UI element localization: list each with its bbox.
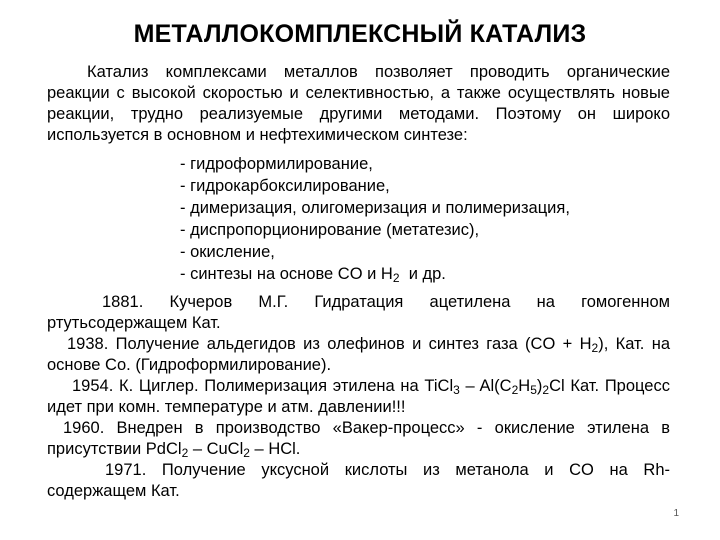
history-text: 1971. Получение уксусной кислоты из метанола и CO на Rh-содержащем Кат. [47,461,670,500]
history-text: – HCl. [249,440,301,458]
subscript: 3 [453,383,460,397]
history-1938 [47,334,670,376]
list-item-text: и др. [399,265,446,283]
slide-title: МЕТАЛЛОКОМПЛЕКСНЫЙ КАТАЛИЗ [133,20,587,48]
list-item: - гидроформилирование, [180,155,373,173]
list-item: - гидрокарбоксилирование, [180,177,390,195]
history-text: ), Кат. на основе Co. (Гидроформилирование). [47,335,670,374]
application-list [180,153,570,285]
subscript: 2 [511,383,519,397]
history-text: 1960. Внедрен в производство «Вакер-процесс» - окисление этилена в присутствии PdCl [47,419,670,458]
list-item: - окисление, [180,243,275,261]
page-number: 1 [673,508,679,519]
subscript: 5 [530,383,537,397]
list-item [180,263,570,285]
history-text: 1938. Получение альдегидов из олефинов и синтез газа (CO + H [67,335,592,353]
history-1960 [47,418,670,460]
history-text: Cl Кат. Процесс идет при комн. температуре и атм. давлении!!! [47,377,670,416]
history-text: – CuCl [188,440,244,458]
list-item: - диспропорционирование (метатезис), [180,221,480,239]
subscript: 2 [243,446,250,460]
subscript: 2 [542,383,550,397]
history-1881 [47,292,670,334]
history-text: H [518,377,531,395]
history-text: ) [536,377,543,395]
history-text: – Al(C [459,377,512,395]
list-item: - димеризация, олигомеризация и полимеризация, [180,199,570,217]
history-section [47,292,670,502]
intro-paragraph: Катализ комплексами металлов позволяет проводить органические реакции с высокой скоростью и селективностью, а также осуществлять новые реакции, трудно реализуемые другими методами. Поэтому он широко используется в основном и нефтехимическом синтезе: [47,63,670,144]
subscript: 2 [591,341,599,355]
history-text: 1881. Кучеров М.Г. Гидратация ацетилена на гомогенном ртутьсодержащем Кат. [47,293,670,332]
subscript: 2 [181,446,189,460]
history-text: 1954. К. Циглер. Полимеризация этилена на TiCl [72,377,454,395]
subscript: 2 [392,271,400,285]
list-item-text: - синтезы на основе CO и H [180,265,393,283]
history-1954 [47,376,670,418]
history-1971 [47,460,670,502]
